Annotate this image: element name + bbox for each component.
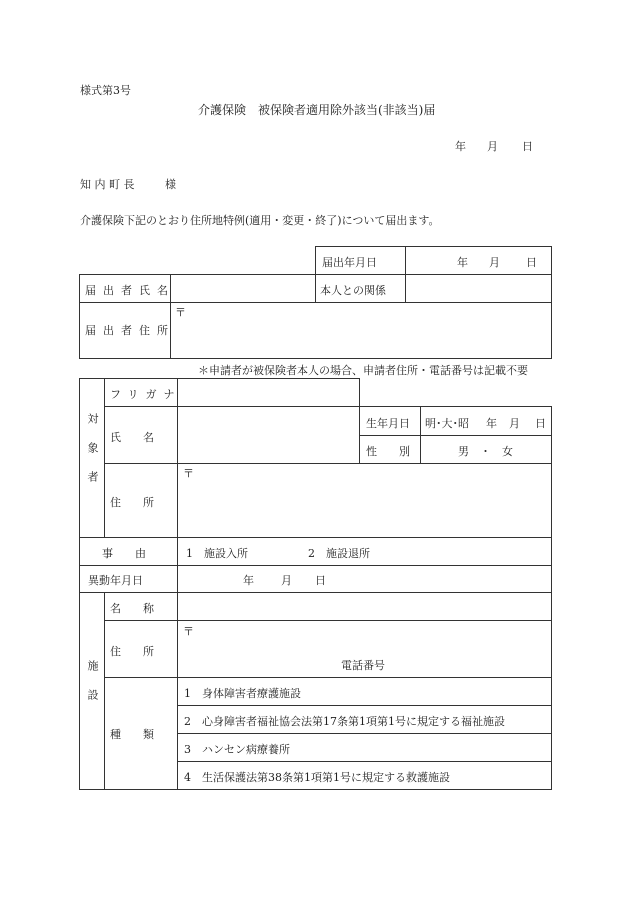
intro-text: 介護保険下記のとおり住所地特例(適用・変更・終了)について届出ます。 (80, 214, 440, 227)
birth-day: 日 (535, 417, 546, 430)
facility-phone-label: 電話番号 (341, 659, 385, 672)
filer-name-label: 届出者氏名 (85, 284, 175, 297)
filing-date-year: 年 (457, 256, 468, 269)
facility-name-field[interactable] (180, 594, 548, 618)
birth-month: 月 (509, 417, 520, 430)
filer-address-field[interactable] (173, 318, 548, 356)
reason-label: 事 由 (102, 547, 146, 560)
filer-name-field[interactable] (173, 276, 313, 300)
facility-type-option-4[interactable]: 4 生活保護法第38条第1項第1号に規定する救護施設 (184, 771, 450, 784)
change-date-month: 月 (281, 574, 292, 587)
facility-name-label: 名 称 (110, 602, 154, 615)
addressee-name: 知 内 町 長 (80, 178, 135, 191)
birth-era-options[interactable]: 明･大･昭 (425, 417, 469, 430)
change-date-label: 異動年月日 (88, 574, 143, 587)
filing-date-day: 日 (526, 256, 537, 269)
date-year: 年 (455, 140, 466, 153)
facility-type-label: 種 類 (110, 728, 154, 741)
date-day: 日 (522, 140, 533, 153)
date-month: 月 (487, 140, 498, 153)
furigana-label: フリガナ (110, 388, 182, 401)
subject-address-field[interactable] (180, 478, 548, 534)
gender-options[interactable]: 男 ・ 女 (458, 445, 513, 458)
subject-address-label: 住 所 (110, 496, 154, 509)
facility-type-option-1[interactable]: 1 身体障害者療護施設 (184, 687, 301, 700)
note-text: ＊申請者が被保険者本人の場合、申請者住所・電話番号は記載不要 (198, 364, 528, 377)
change-date-year: 年 (243, 574, 254, 587)
furigana-field[interactable] (180, 380, 357, 404)
facility-section-label: 施設 (86, 660, 99, 718)
facility-postal-mark: 〒 (183, 625, 194, 638)
birth-year: 年 (486, 417, 497, 430)
change-date-day: 日 (315, 574, 326, 587)
form-number: 様式第3号 (80, 84, 131, 97)
relation-label: 本人との関係 (320, 284, 386, 297)
facility-type-option-2[interactable]: 2 心身障害者福祉協会法第17条第1項第1号に規定する福祉施設 (184, 715, 505, 728)
reason-option-move-out[interactable]: 2 施設退所 (308, 547, 370, 560)
facility-address-label: 住 所 (110, 645, 154, 658)
subject-name-label: 氏 名 (110, 431, 154, 444)
addressee-honorific: 様 (165, 178, 176, 191)
relation-field[interactable] (408, 276, 548, 300)
facility-type-option-3[interactable]: 3 ハンセン病療養所 (184, 743, 290, 756)
reason-option-move-in[interactable]: 1 施設入所 (186, 547, 248, 560)
subject-postal-mark: 〒 (183, 467, 194, 480)
filing-date-month: 月 (489, 256, 500, 269)
form-title: 介護保険 被保険者適用除外該当(非該当)届 (198, 103, 436, 117)
subject-name-field[interactable] (180, 408, 357, 461)
birth-date-label: 生年月日 (366, 417, 410, 430)
filing-date-label: 届出年月日 (322, 256, 377, 269)
subject-section-label: 対象者 (86, 413, 99, 500)
facility-address-field[interactable] (180, 636, 548, 654)
filer-address-label: 届出者住所 (85, 324, 175, 337)
filer-postal-mark: 〒 (175, 306, 186, 319)
gender-label: 性 別 (366, 445, 410, 458)
